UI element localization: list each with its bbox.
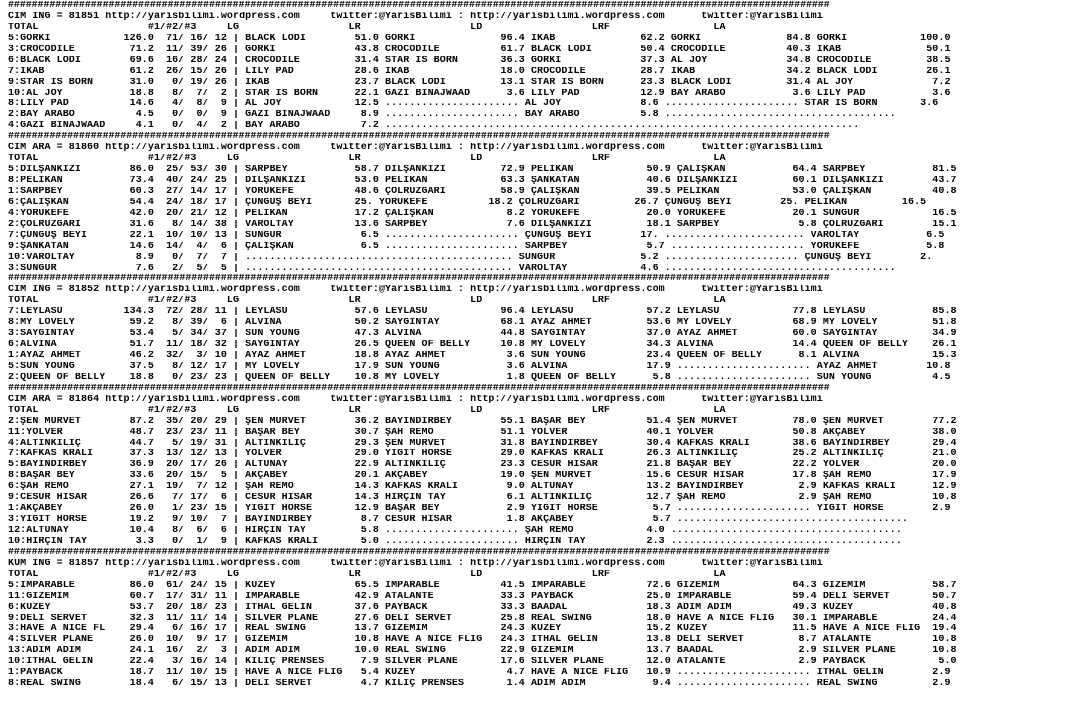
- separator-line: ###########################################################################################################################################: [8, 274, 830, 285]
- separator-line: ###########################################################################################################################################: [8, 547, 830, 558]
- race-header-line: CIM ARA = 81864 http://yarisbilimi.wordpress.com twitter:@YarisBilimi : http://yarisbilimi.wordpress.com twitter:@YarisBilimi: [8, 394, 823, 405]
- result-row: 3:SUNGUR 7.6 2/ 5/ 5 | ............................................ VAROLTAY 4.6 ......................................: [8, 263, 896, 274]
- race-stats-document: [8, 1, 1073, 711]
- result-row: 10:VAROLTAY 8.9 0/ 7/ 7 | ............................................ SUNGUR 5.2 ...................... ÇÜNGÜŞ BEYİ 2.: [8, 252, 933, 263]
- result-row: 4:YÖRÜKEFE 42.0 20/ 21/ 12 | PELİKAN 17.2 ÇALIŞKAN 8.2 YÖRÜKEFE 20.0 YÖRÜKEFE 20.1 SUNGUR 16.5: [8, 208, 957, 219]
- column-header-line: TOTAL #1/#2/#3 LG LR LD LRF LA: [8, 569, 726, 580]
- result-row: 1:SARPBEY 60.3 27/ 14/ 17 | YÖRÜKEFE 48.6 ÇÖLRÜZGARI 58.9 ÇALIŞKAN 39.5 PELİKAN 53.0 ÇALIŞKAN 40.8: [8, 186, 957, 197]
- result-row: 13:ADIM ADIM 24.1 16/ 2/ 3 | ADIM ADIM 10.0 REAL SWING 22.9 GİZEMİM 13.7 BAADAL 2.9 SILVER PLANE 10.8: [8, 646, 957, 657]
- separator-line: ###########################################################################################################################################: [8, 1, 830, 11]
- result-row: 7:LEYLASU 134.3 72/ 28/ 11 | LEYLASU 57.6 LEYLASU 96.4 LEYLASU 57.2 LEYLASU 77.8 LEYLASU 85.8: [8, 307, 957, 318]
- result-row: 4:ALTINKILIÇ 44.7 5/ 19/ 31 | ALTINKILIÇ 29.3 ŞEN MÜRVET 31.8 BAYINDIRBEY 30.4 KAFKAS KRALI 38.6 BAYINDIRBEY 29.4: [8, 438, 957, 449]
- column-header-line: TOTAL #1/#2/#3 LG LR LD LRF LA: [8, 405, 726, 416]
- result-row: 1:AKÇABEY 26.0 1/ 23/ 15 | YİĞİT HORSE 12.9 BAŞAR BEY 2.9 YİĞİT HORSE 5.7 ...................... YİĞİT HORSE 2.9: [8, 504, 951, 515]
- result-row: 9:ŞANKATAN 14.6 14/ 4/ 6 | ÇALIŞKAN 6.5 ...................... SARPBEY 5.7 ...................... YÖRÜKEFE 5.8: [8, 241, 945, 252]
- result-row: 5:DİLŞANKIZI 86.0 25/ 53/ 30 | SARPBEY 58.7 DİLŞANKIZI 72.9 PELİKAN 50.9 ÇALIŞKAN 64.4 SARPBEY 81.5: [8, 165, 957, 176]
- race-header-line: CIM ING = 81852 http://yarisbilimi.wordpress.com twitter:@YarisBilimi : http://yarisbilimi.wordpress.com twitter:@YarisBilimi: [8, 285, 823, 296]
- result-row: 5:IMPARABLE 86.0 61/ 24/ 15 | KUZEY 65.5 IMPARABLE 41.5 IMPARABLE 72.6 GİZEMİM 64.3 GİZEMİM 58.7: [8, 580, 957, 591]
- result-row: 5:GÖRKİ 126.0 71/ 16/ 12 | BLACK LODI 51.0 GÖRKİ 96.4 İKAB 62.2 GÖRKİ 84.8 GÖRKİ 100.0: [8, 33, 951, 44]
- result-row: 4:SILVER PLANE 26.0 10/ 9/ 17 | GİZEMİM 10.8 HAVE A NICE FLIG 24.3 İTHAL GELİN 13.8 DELİ SERVET 8.7 ATALANTE 10.8: [8, 635, 957, 646]
- result-row: 6:BLACK LODI 69.6 16/ 28/ 24 | CROCODILE 31.4 STAR IS BORN 36.3 GÖRKİ 37.3 AL JOY 34.8 CROCODILE 38.5: [8, 55, 951, 66]
- separator-line: ###########################################################################################################################################: [8, 383, 830, 394]
- result-row: 3:YİĞİT HORSE 19.2 9/ 10/ 7 | BAYINDIRBEY 8.7 CESUR HISAR 1.8 AKÇABEY 5.7 ......................................: [8, 515, 908, 526]
- result-row: 6:ŞAH REMO 27.1 19/ 7/ 12 | ŞAH REMO 14.3 KAFKAS KRALI 9.0 ALTUNAY 13.2 BAYINDIRBEY 2.9 KAFKAS KRALI 12.9: [8, 482, 957, 493]
- result-row: 10:İTHAL GELİN 22.4 3/ 16/ 14 | KILIÇ PRENSES 7.9 SILVER PLANE 17.6 SILVER PLANE 12.0 ATALANTE 2.9 PAYBACK 5.0: [8, 657, 957, 668]
- result-row: 7:KAFKAS KRALI 37.3 13/ 12/ 13 | YOLVER 29.0 YİĞİT HORSE 29.0 KAFKAS KRALI 26.3 ALTINKILIÇ 25.2 ALTINKILIÇ 21.0: [8, 449, 957, 460]
- result-row: 2:ÇÖLRÜZGARI 31.6 8/ 14/ 38 | VAROLTAY 13.6 SARPBEY 7.6 DİLŞANKIZI 18.1 SARPBEY 5.8 ÇÖLRÜZGARI 15.1: [8, 219, 957, 230]
- result-row: 6:KUZEY 53.7 20/ 18/ 23 | İTHAL GELİN 37.6 PAYBACK 33.3 BAADAL 18.3 ADIM ADIM 49.3 KUZEY 40.8: [8, 602, 957, 613]
- result-row: 8:LILY PAD 14.6 4/ 8/ 9 | AL JOY 12.5 ...................... AL JOY 8.6 ...................... STAR IS BORN 3.6: [8, 99, 939, 110]
- result-row: 4:GAZİ BINAJWAAD 4.1 0/ 4/ 2 | BAY ARABO 7.2 ..............................................................................: [8, 121, 860, 132]
- race-header-line: CIM ARA = 81860 http://yarisbilimi.wordpress.com twitter:@YarisBilimi : http://yarisbilimi.wordpress.com twitter:@YarisBilimi: [8, 143, 823, 154]
- result-row: 3:CROCODILE 71.2 11/ 39/ 26 | GÖRKİ 43.8 CROCODILE 61.7 BLACK LODI 50.4 CROCODILE 40.3 İKAB 50.1: [8, 44, 951, 55]
- result-row: 9:CESUR HISAR 26.6 7/ 17/ 6 | CESUR HISAR 14.3 HIRÇIN TAY 6.1 ALTINKILIÇ 12.7 ŞAH REMO 2.9 ŞAH REMO 10.8: [8, 493, 957, 504]
- result-row: 6:ALVINA 51.7 11/ 18/ 32 | SAYGINTAY 26.5 QUEEN OF BELLY 10.8 MY LOVELY 34.3 ALVINA 14.4 QUEEN OF BELLY 26.1: [8, 340, 957, 351]
- result-row: 3:HAVE A NICE FL 29.4 6/ 16/ 17 | REAL SWING 13.7 GİZEMİM 24.3 KUZEY 15.2 KUZEY 11.5 HAVE A NICE FLIG 19.4: [8, 624, 957, 635]
- result-row: 12:ALTUNAY 10.4 8/ 6/ 6 | HIRÇIN TAY 5.8 ...................... ŞAH REMO 4.0 ......................................: [8, 526, 902, 536]
- result-row: 6:ÇALIŞKAN 54.4 24/ 18/ 17 | ÇÜNGÜŞ BEYİ 25. YÖRÜKEFE 18.2 ÇÖLRÜZGARI 26.7 ÇÜNGÜŞ BEYİ 25. PELİKAN 16.5: [8, 197, 927, 208]
- race-header-line: KUM ING = 81857 http://yarisbilimi.wordpress.com twitter:@YarisBilimi : http://yarisbilimi.wordpress.com twitter:@YarisBilimi: [8, 558, 823, 569]
- result-row: 8:REAL SWING 18.4 6/ 15/ 13 | DELİ SERVET 4.7 KILIÇ PRENSES 1.4 ADIM ADIM 9.4 ...................... REAL SWING 2.9: [8, 679, 951, 690]
- result-row: 2:QUEEN OF BELLY 18.8 0/ 23/ 23 | QUEEN OF BELLY 10.8 MY LOVELY 1.8 QUEEN OF BELLY 5.8 ...................... SUN YOUNG 4.5: [8, 372, 951, 383]
- result-row: 8:MY LOVELY 59.2 8/ 39/ 6 | ALVINA 50.2 SAYGINTAY 68.1 AYAZ AHMET 53.6 MY LOVELY 68.9 MY LOVELY 51.8: [8, 318, 957, 329]
- column-header-line: TOTAL #1/#2/#3 LG LR LD LRF LA: [8, 22, 726, 33]
- result-row: 5:BAYINDIRBEY 36.9 20/ 17/ 26 | ALTUNAY 22.9 ALTINKILIÇ 23.3 CESUR HISAR 21.8 BAŞAR BEY 22.2 YOLVER 20.0: [8, 460, 957, 471]
- separator-line: ###########################################################################################################################################: [8, 132, 830, 143]
- result-row: 5:SUN YOUNG 37.5 8/ 12/ 17 | MY LOVELY 17.9 SUN YOUNG 3.6 ALVINA 17.9 ...................... AYAZ AHMET 10.8: [8, 361, 951, 372]
- result-row: 11:GİZEMİM 60.7 17/ 31/ 11 | IMPARABLE 42.9 ATALANTE 33.3 PAYBACK 25.0 IMPARABLE 59.4 DELİ SERVET 50.7: [8, 591, 957, 602]
- result-row: 9:DELİ SERVET 32.3 11/ 11/ 14 | SILVER PLANE 27.6 DELİ SERVET 25.8 REAL SWING 18.0 HAVE A NICE FLIG 30.1 IMPARABLE 24.4: [8, 613, 957, 624]
- result-row: 11:YOLVER 48.7 23/ 23/ 11 | BAŞAR BEY 30.7 ŞAH REMO 51.1 YOLVER 40.1 YOLVER 50.8 AKÇABEY 38.0: [8, 427, 957, 438]
- result-row: 1:AYAZ AHMET 46.2 32/ 3/ 10 | AYAZ AHMET 18.8 AYAZ AHMET 3.6 SUN YOUNG 23.4 QUEEN OF BELLY 8.1 ALVINA 15.3: [8, 351, 957, 361]
- result-row: 10:AL JOY 18.8 8/ 7/ 2 | STAR IS BORN 22.1 GAZİ BINAJWAAD 3.6 LILY PAD 12.9 BAY ARABO 3.6 LILY PAD 3.6: [8, 88, 951, 99]
- result-row: 7:İKAB 61.2 26/ 15/ 26 | LILY PAD 28.6 İKAB 18.0 CROCODILE 28.7 İKAB 34.2 BLACK LODI 26.1: [8, 66, 951, 77]
- column-header-line: TOTAL #1/#2/#3 LG LR LD LRF LA: [8, 296, 726, 307]
- result-row: 2:ŞEN MÜRVET 87.2 35/ 20/ 29 | ŞEN MÜRVET 36.2 BAYINDIRBEY 55.1 BAŞAR BEY 51.4 ŞEN MÜRVET 78.0 ŞEN MÜRVET 77.2: [8, 416, 957, 427]
- result-row: 9:STAR IS BORN 31.0 0/ 19/ 26 | İKAB 23.7 BLACK LODI 13.1 STAR IS BORN 23.3 BLACK LODI 31.4 AL JOY 7.2: [8, 77, 951, 88]
- result-row: 10:HIRÇIN TAY 3.3 0/ 1/ 9 | KAFKAS KRALI 5.0 ...................... HIRÇIN TAY 2.3 ......................................: [8, 536, 902, 547]
- result-row: 3:SAYGINTAY 53.4 5/ 34/ 37 | SUN YOUNG 47.3 ALVINA 44.8 SAYGINTAY 37.0 AYAZ AHMET 60.0 SAYGINTAY 34.9: [8, 329, 957, 340]
- result-row: 8:PELİKAN 73.4 40/ 24/ 25 | DİLŞANKIZI 53.0 PELİKAN 63.3 ŞANKATAN 40.6 DİLŞANKIZI 60.1 DİLŞANKIZI 43.7: [8, 176, 957, 186]
- result-row: 8:BAŞAR BEY 33.6 20/ 15/ 5 | AKÇABEY 20.1 AKÇABEY 19.0 ŞEN MÜRVET 15.6 CESUR HISAR 17.8 ŞAH REMO 17.9: [8, 471, 957, 482]
- result-row: 7:ÇÜNGÜŞ BEYİ 22.1 10/ 10/ 13 | SUNGUR 6.5 ...................... ÇÜNGÜŞ BEYİ 17. ....................... VAROLTAY 6.5: [8, 230, 945, 241]
- result-row: 2:BAY ARABO 4.5 0/ 0/ 9 | GAZİ BINAJWAAD 8.9 ...................... BAY ARABO 5.8 ......................................: [8, 110, 896, 121]
- column-header-line: TOTAL #1/#2/#3 LG LR LD LRF LA: [8, 154, 726, 165]
- race-header-line: CIM ING = 81851 http://yarisbilimi.wordpress.com twitter:@YarisBilimi : http://yarisbilimi.wordpress.com twitter:@YarisBilimi: [8, 11, 823, 22]
- result-row: 1:PAYBACK 18.7 11/ 10/ 15 | HAVE A NICE FLIG 5.4 KUZEY 4.7 HAVE A NICE FLIG 10.9 ...................... İTHAL GELİN 2.9: [8, 668, 951, 679]
